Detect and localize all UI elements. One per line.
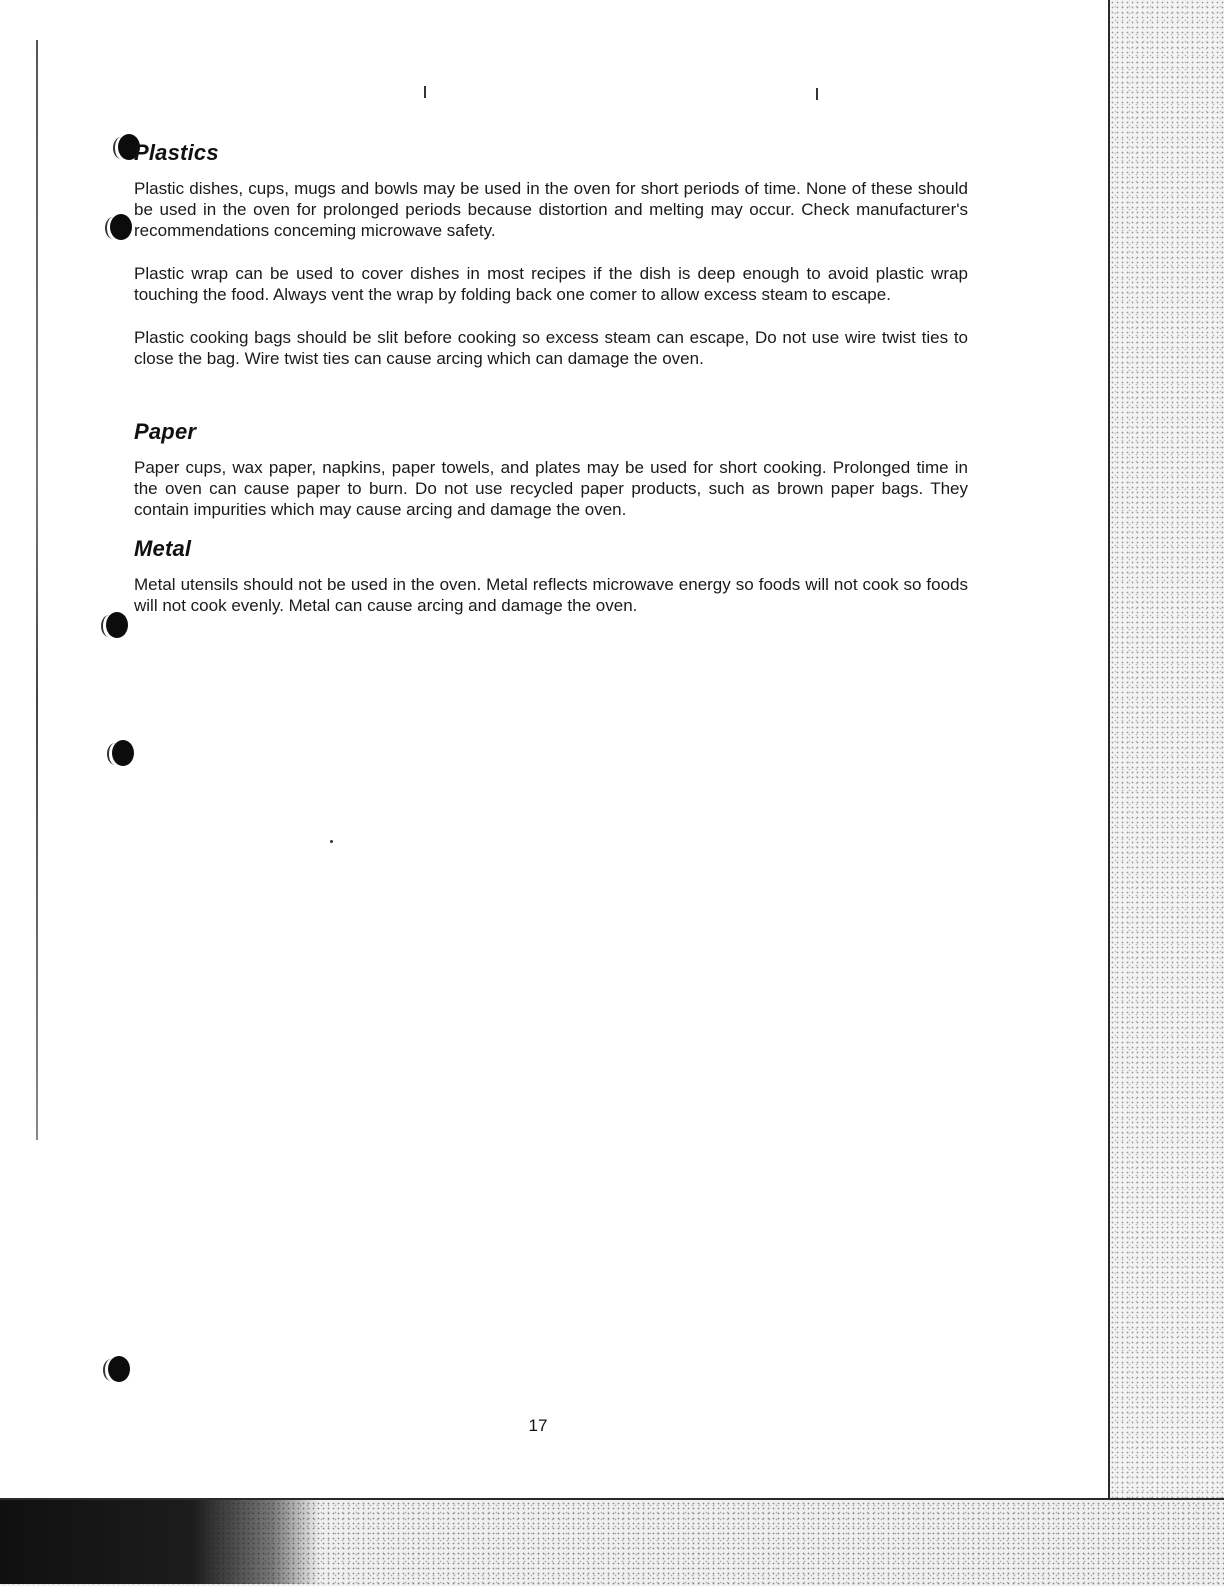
section-title: Metal bbox=[134, 536, 192, 561]
punch-hole bbox=[112, 740, 134, 766]
scan-shadow bbox=[0, 1500, 320, 1584]
section-plastics bbox=[134, 140, 968, 369]
punch-hole bbox=[110, 214, 132, 240]
binding-edge bbox=[36, 40, 38, 1140]
paragraph: Plastic dishes, cups, mugs and bowls may be used in the oven for short periods of time. None of these should be used in the oven for prolonged periods because distortion and melting may occur. Check manufacturer's recommendations conceming microwave safety. bbox=[134, 179, 968, 240]
section-title: Plastics bbox=[134, 140, 219, 165]
section-paper bbox=[134, 419, 968, 520]
paragraph: Plastic wrap can be used to cover dishes in most recipes if the dish is deep enough to avoid plastic wrap touching the food. Always vent the wrap by folding back one comer to allow excess steam to escape. bbox=[134, 264, 968, 304]
section-title: Paper bbox=[134, 419, 197, 444]
scan-edge-right bbox=[1108, 0, 1224, 1584]
paragraph: Paper cups, wax paper, napkins, paper towels, and plates may be used for short cooking. Prolonged time in the oven can cause paper to burn. Do not use recycled paper products, such as brown paper bags. They contain impurities which may cause arcing and damage the oven. bbox=[134, 458, 968, 519]
scan-mark bbox=[424, 86, 426, 98]
scan-mark bbox=[816, 88, 818, 100]
section-metal bbox=[134, 536, 968, 616]
punch-hole bbox=[108, 1356, 130, 1382]
punch-hole bbox=[106, 612, 128, 638]
paragraph: Metal utensils should not be used in the oven. Metal reflects microwave energy so foods will not cook so foods will not cook evenly. Metal can cause arcing and damage the oven. bbox=[134, 575, 968, 615]
scan-mark bbox=[330, 840, 333, 843]
paragraph: Plastic cooking bags should be slit before cooking so excess steam can escape, Do not use wire twist ties to close the bag. Wire twist ties can cause arcing which can damage the oven. bbox=[134, 328, 968, 368]
document-body bbox=[134, 140, 968, 616]
page-number: 17 bbox=[528, 1416, 548, 1435]
